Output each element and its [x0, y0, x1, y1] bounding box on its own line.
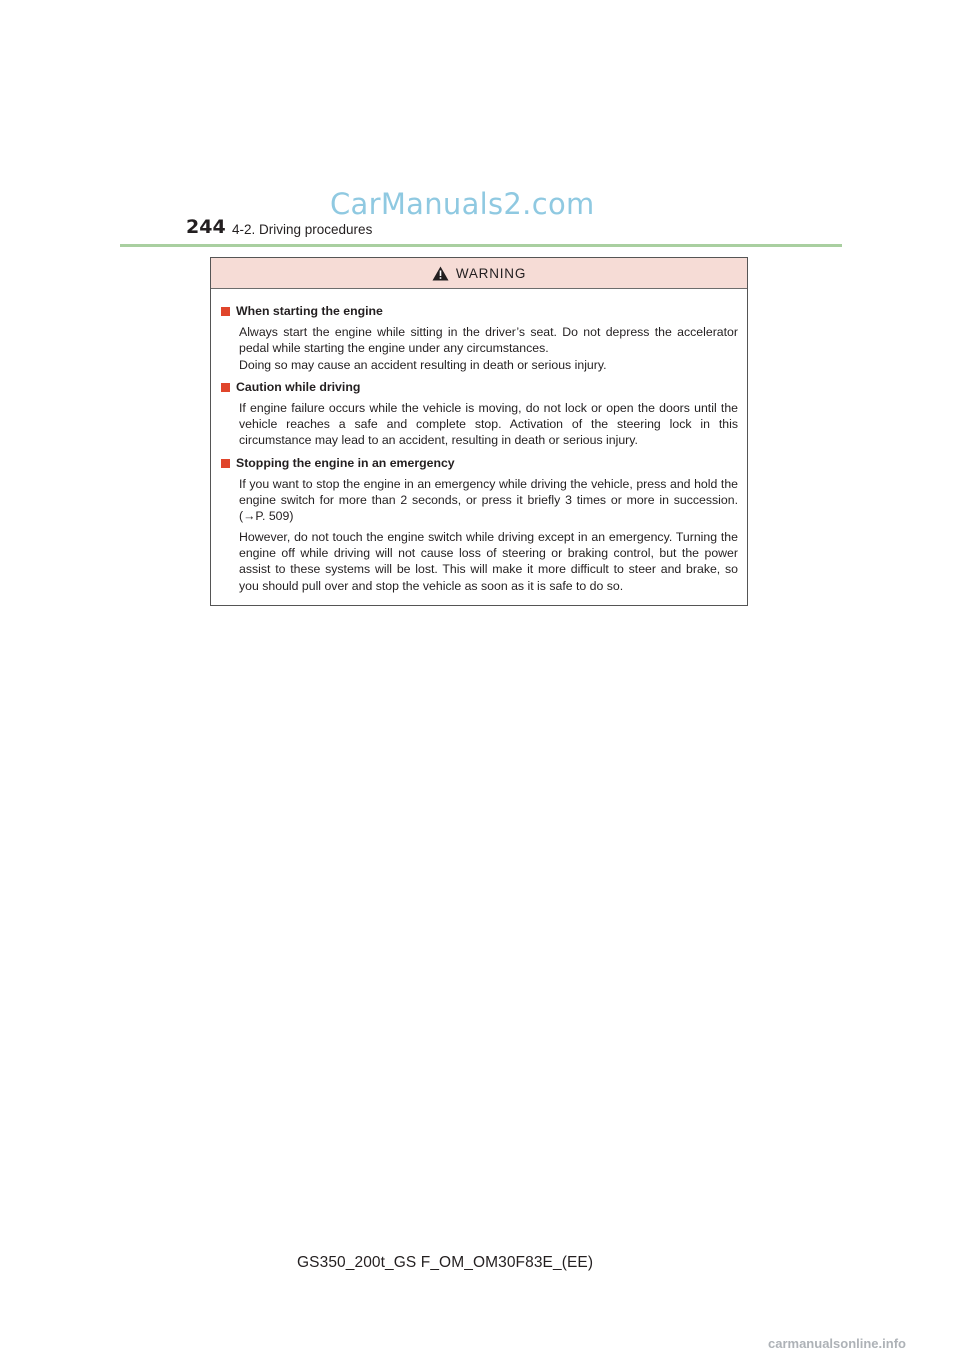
item-heading: When starting the engine: [236, 304, 383, 318]
warning-box: [210, 257, 748, 606]
item-paragraph: If engine failure occurs while the vehicle is moving, do not lock or open the doors until the vehicle reaches a safe and complete stop. Activation of the steering lock in this circumstance may lead to an accident, resulting in death or serious injury.: [239, 400, 738, 448]
warning-item-starting-engine: [220, 303, 738, 373]
warning-item-caution-driving: [220, 379, 738, 449]
warning-title: WARNING: [455, 265, 527, 281]
page-number: 244: [186, 216, 226, 238]
square-bullet-icon: [221, 459, 230, 468]
warning-header: [211, 258, 747, 289]
item-heading: Stopping the engine in an emergency: [236, 455, 455, 470]
item-paragraph: Always start the engine while sitting in the driver’s seat. Do not depress the accelerator pedal while starting the engine under any circumstances.: [239, 325, 738, 356]
item-heading: Caution while driving: [236, 379, 361, 394]
item-paragraph: Doing so may cause an accident resulting in death or serious injury.: [239, 357, 607, 372]
watermark-top-logo: CarManuals2.com: [330, 187, 595, 221]
document-code: GS350_200t_GS F_OM_OM30F83E_(EE): [297, 1254, 594, 1271]
warning-item-emergency-stop: [220, 455, 738, 594]
warning-body: [211, 289, 747, 594]
header-rule: [120, 244, 842, 247]
square-bullet-icon: [221, 383, 230, 392]
warning-triangle-icon: [432, 266, 449, 281]
item-paragraph: However, do not touch the engine switch while driving except in an emergency. Turning the engine off while driving will not cause loss of steering or braking control, but the power assist to these systems will be lost. This will make it more difficult to steer and brake, so you should pull over and stop the vehicle as soon as it is safe to do so.: [239, 529, 738, 593]
section-title: 4-2. Driving procedures: [232, 222, 373, 237]
square-bullet-icon: [221, 307, 230, 316]
item-paragraph: If you want to stop the engine in an emergency while driving the vehicle, press and hold the engine switch for more than 2 seconds, or press it briefly 3 times or more in succession. (→P. 509): [239, 476, 738, 524]
watermark-bottom: carmanualsonline.info: [768, 1336, 906, 1351]
